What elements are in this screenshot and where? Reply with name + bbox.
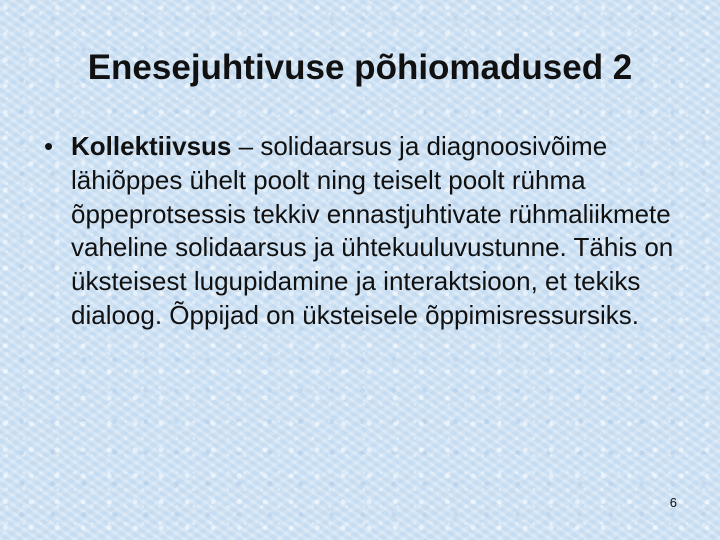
bullet-icon: • bbox=[44, 131, 54, 161]
bullet-term: Kollektiivsus bbox=[71, 131, 232, 161]
bullet-list bbox=[40, 130, 680, 333]
page-number: 6 bbox=[669, 495, 677, 510]
bullet-text: – solidaarsus ja diagnoosivõime lähiõppes ühelt poolt ning teiselt poolt rühma õppeprotsessis tekkiv ennastjuhtivate rühmaliikmete vaheline solidaarsus ja ühtekuuluvustunne. Tähis on üksteisest lugupidamine ja interaktsioon, et tekiks dialoog. Õppijad on üksteisele õppimisressursiks. bbox=[71, 131, 674, 330]
bullet-item bbox=[40, 130, 680, 333]
slide-title: Enesejuhtivuse põhiomadused 2 bbox=[87, 48, 633, 87]
